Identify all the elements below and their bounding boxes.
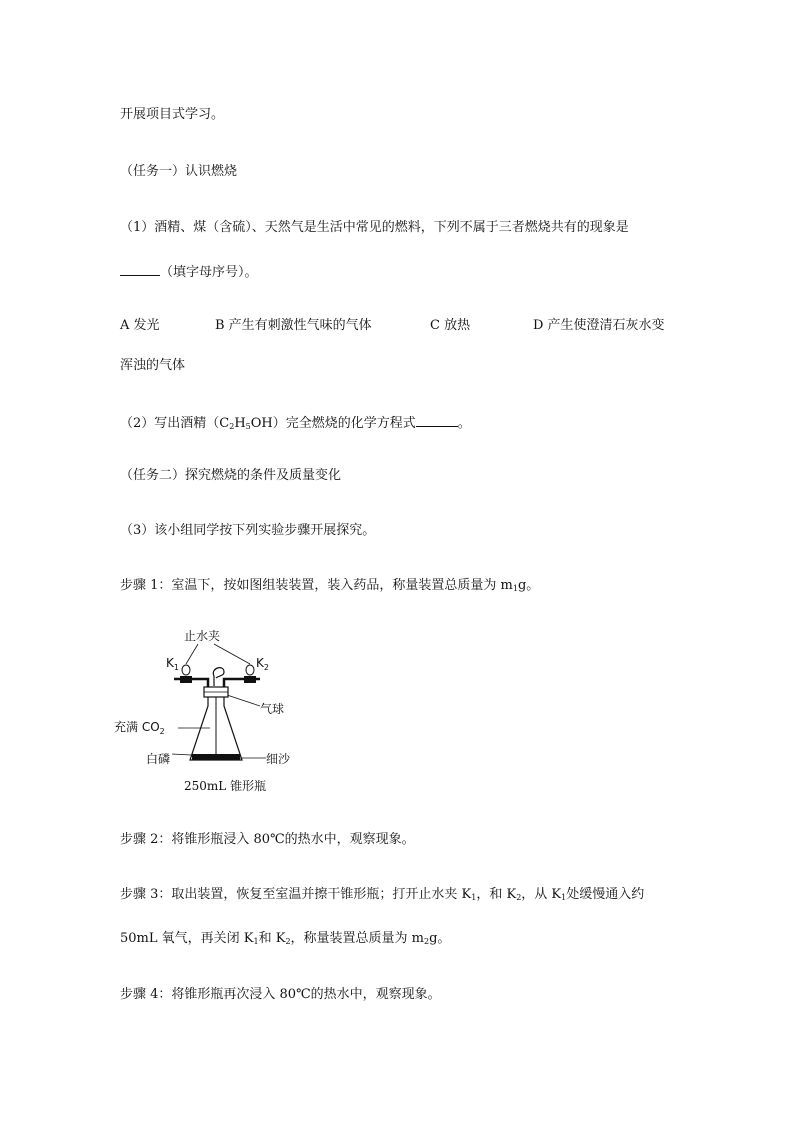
label-sand: 细沙 bbox=[266, 752, 291, 766]
label-clamp: 止水夹 bbox=[184, 629, 221, 643]
step3-l1-s1: 1 bbox=[471, 893, 477, 902]
step1-suffix: g。 bbox=[517, 578, 540, 593]
label-balloon: 气球 bbox=[260, 702, 285, 716]
sand-layer bbox=[192, 754, 240, 760]
step3-l2-b: 和 K bbox=[258, 931, 286, 946]
step3-l2-s2: 2 bbox=[285, 937, 291, 946]
step3-l1-b: ，和 K bbox=[476, 887, 517, 902]
task1-heading: （任务一）认识燃烧 bbox=[120, 164, 238, 179]
step3-l1-s3: 1 bbox=[561, 893, 567, 902]
q3-text: （3）该小组同学按下列实验步骤开展探究。 bbox=[120, 523, 376, 538]
q2-mid2: OH）完全燃烧的化学方程式 bbox=[250, 416, 416, 431]
step3-l1-a: 步骤 3：取出装置，恢复至室温并擦干锥形瓶；打开止水夹 K bbox=[120, 887, 472, 902]
label-k2: $K_2$ bbox=[256, 656, 269, 672]
step3-line1 bbox=[120, 888, 644, 902]
step3-l2-s1: 1 bbox=[253, 937, 259, 946]
option-d: D 产生使澄清石灰水变 bbox=[533, 318, 665, 333]
q2-sub1: 2 bbox=[229, 422, 235, 431]
step3-l1-s2: 2 bbox=[516, 893, 522, 902]
step1-prefix: 步骤 1：室温下，按如图组装装置，装入药品，称量装置总质量为 m bbox=[120, 578, 513, 593]
q2-suffix: 。 bbox=[457, 416, 471, 431]
step2-text: 步骤 2：将锥形瓶浸入 80℃的热水中，观察现象。 bbox=[120, 832, 415, 847]
answer-blank-q2[interactable] bbox=[416, 414, 458, 427]
q2-sub2: 5 bbox=[245, 422, 251, 431]
step3-l2-c: ，称量装置总质量为 m bbox=[290, 931, 424, 946]
step3-l2-a: 50mL 氧气，再关闭 K bbox=[120, 931, 254, 946]
pointer-balloon bbox=[224, 694, 260, 706]
clamp-k1-icon bbox=[182, 665, 190, 675]
figure-caption: 250mL 锥形瓶 bbox=[184, 779, 267, 793]
step1-sub: 1 bbox=[512, 584, 518, 593]
clamp-bar-k1 bbox=[180, 676, 192, 683]
task2-heading: （任务二）探究燃烧的条件及质量变化 bbox=[120, 468, 342, 483]
step3-l2-d: g。 bbox=[429, 931, 451, 946]
q1-line2 bbox=[120, 263, 258, 279]
answer-blank-q1[interactable] bbox=[120, 263, 160, 276]
q2-mid1: H bbox=[234, 416, 246, 431]
option-c: C 放热 bbox=[430, 318, 471, 333]
label-phosphorus: 白磷 bbox=[146, 752, 171, 766]
step3-line2 bbox=[120, 932, 450, 946]
apparatus-figure bbox=[110, 620, 310, 800]
pointer-clamp-left bbox=[186, 644, 198, 664]
clamp-bar-k2 bbox=[244, 676, 256, 683]
step4-text: 步骤 4：将锥形瓶再次浸入 80℃的热水中，观察现象。 bbox=[120, 987, 441, 1002]
clamp-k2-icon bbox=[246, 665, 254, 675]
option-b: B 产生有刺激性气味的气体 bbox=[215, 318, 372, 333]
label-co2: 充满 $CO_2$ bbox=[114, 720, 165, 736]
q2-prefix: （2）写出酒精（C bbox=[120, 416, 230, 431]
q1-line1: （1）酒精、煤（含硫）、天然气是生活中常见的燃料，下列不属于三者燃烧共有的现象是 bbox=[120, 220, 629, 235]
option-a: A 发光 bbox=[120, 318, 160, 333]
step3-l1-c: ，从 K bbox=[521, 887, 562, 902]
label-k1: $K_1$ bbox=[166, 656, 179, 672]
intro-text: 开展项目式学习。 bbox=[120, 107, 225, 122]
step3-l1-d: 处缓慢通入约 bbox=[566, 887, 645, 902]
balloon-icon bbox=[213, 668, 224, 686]
q1-line2-text: （填字母序号）。 bbox=[160, 265, 258, 280]
step3-l2-s3: 2 bbox=[424, 937, 430, 946]
option-d-cont: 浑浊的气体 bbox=[120, 358, 186, 373]
step1-text bbox=[120, 579, 539, 593]
pointer-clamp-right bbox=[214, 644, 250, 664]
q2-text bbox=[120, 414, 471, 431]
